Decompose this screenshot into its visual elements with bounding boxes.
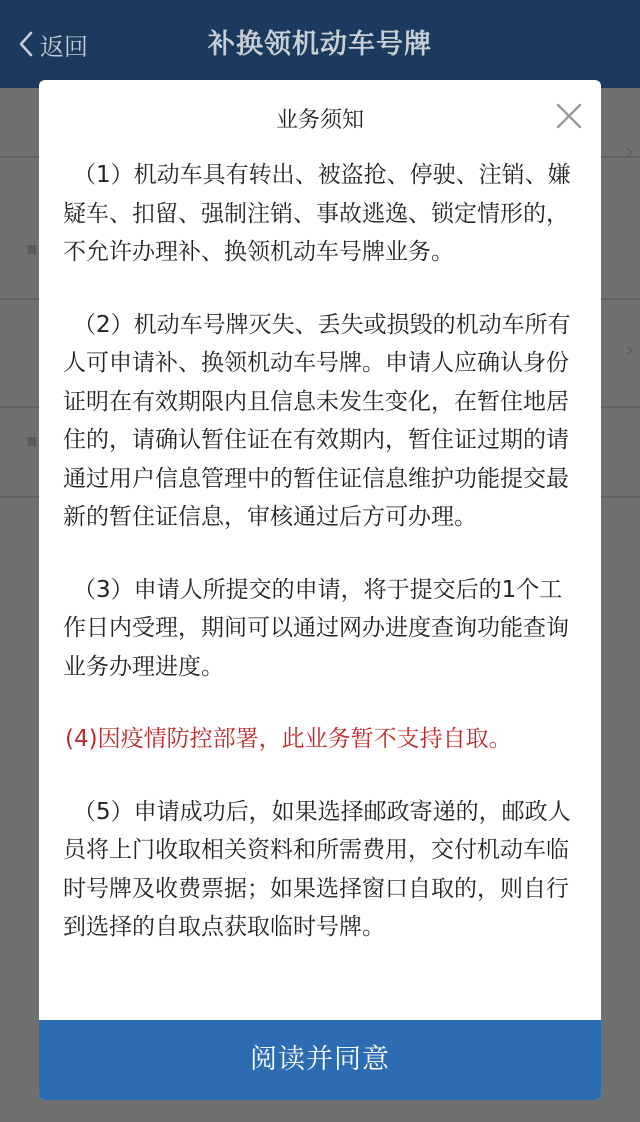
row-icon: ▪: [26, 238, 39, 259]
notice-paragraph-3: （3）申请人所提交的申请，将于提交后的1个工作日内受理，期间可以通过网办进度查询功能查询业务办理进度。: [63, 576, 569, 680]
chevron-right-icon: ›: [625, 338, 634, 363]
notice-paragraph-5: （5）申请成功后，如果选择邮政寄递的，邮政人员将上门收取相关资料和所需费用，交付机动车临时号牌及收费票据；如果选择窗口自取的，则自行到选择的自取点获取临时号牌。: [63, 798, 571, 940]
dialog-body: [63, 156, 581, 981]
page-title: 补换领机动车号牌: [208, 29, 432, 60]
notice-paragraph-1: （1）机动车具有转出、被盗抢、停驶、注销、嫌疑车、扣留、强制注销、事故逃逸、锁定情形的，不允许办理补、换领机动车号牌业务。: [63, 162, 571, 265]
notice-paragraph-2: （2）机动车号牌灭失、丢失或损毁的机动车所有人可申请补、换领机动车号牌。申请人应确认身份证明在有效期限内且信息未发生变化，在暂住地居住的，请确认暂住证在有效期内，暂住证过期的请通过用户信息管理中的暂住证信息维护功能提交最新的暂住证信息，审核通过后方可办理。: [63, 311, 571, 530]
chevron-right-icon: ›: [625, 140, 634, 165]
row-icon: ▪: [26, 430, 39, 451]
read-and-agree-button[interactable]: 阅读并同意: [39, 1020, 601, 1100]
back-label: 返回: [40, 32, 88, 61]
notice-dialog: [39, 80, 601, 1100]
app-header: [0, 0, 640, 88]
dialog-title: 业务须知: [275, 108, 364, 133]
close-icon: [555, 102, 583, 130]
notice-paragraph-4-warning: (4)因疫情防控部署，此业务暂不支持自取。: [65, 726, 512, 752]
close-button[interactable]: [555, 102, 583, 130]
